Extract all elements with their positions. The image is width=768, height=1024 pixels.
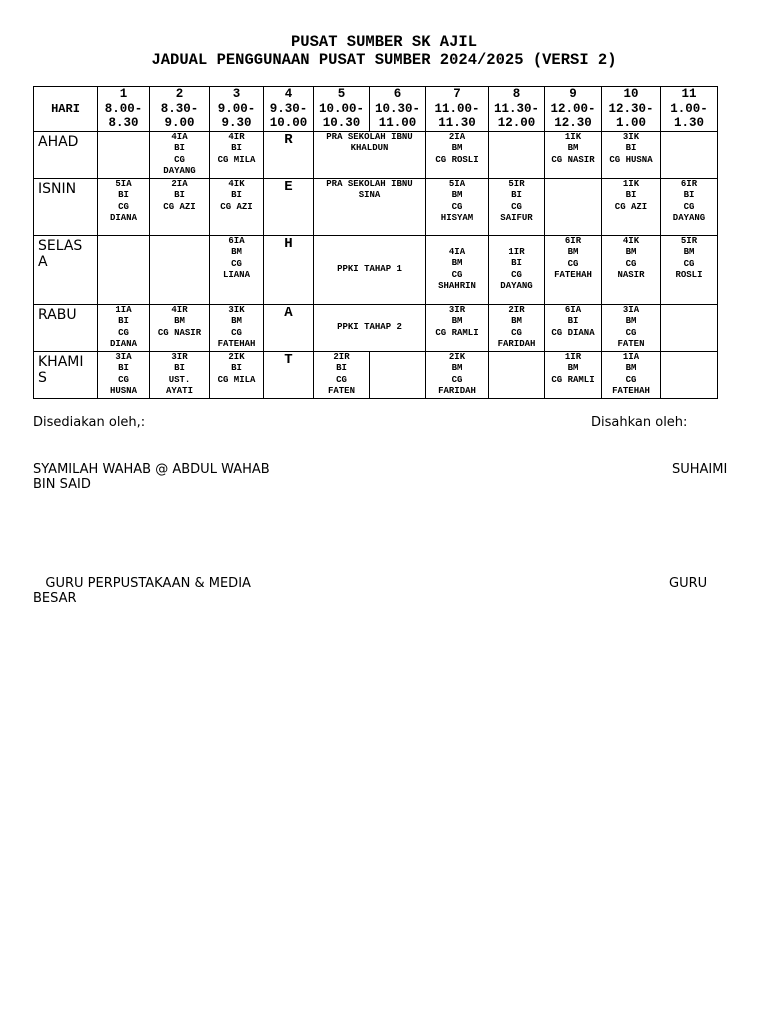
period-header: 4 9.30- 10.00: [264, 87, 314, 132]
period-header: 9 12.00- 12.30: [545, 87, 602, 132]
slot-cell: 2IR BM CG FARIDAH: [489, 304, 545, 351]
period-header: 11 1.00- 1.30: [661, 87, 718, 132]
slot-cell: 1IR BI CG DAYANG: [489, 235, 545, 304]
slot-cell: 4IA BM CG SHAHRIN: [426, 235, 489, 304]
table-row: [34, 235, 718, 304]
slot-cell: 1IK BM CG NASIR: [545, 131, 602, 178]
slot-cell: 6IA BM CG LIANA: [210, 235, 264, 304]
table-row: [34, 131, 718, 178]
slot-cell: [98, 235, 150, 304]
approved-by-role: GURU: [669, 576, 708, 591]
slot-cell: 2IK BI CG MILA: [210, 351, 264, 398]
table-row: [34, 351, 718, 398]
slot-cell: 4IA BI CG DAYANG: [150, 131, 210, 178]
period-header: 10 12.30- 1.00: [602, 87, 661, 132]
slot-cell: 5IR BI CG SAIFUR: [489, 178, 545, 235]
slot-cell: 3IK BI CG HUSNA: [602, 131, 661, 178]
day-cell: ISNIN: [34, 178, 98, 235]
rehat-cell: H: [264, 235, 314, 304]
slot-cell: 4IR BM CG NASIR: [150, 304, 210, 351]
slot-cell: 5IA BM CG HISYAM: [426, 178, 489, 235]
slot-cell: 5IA BI CG DIANA: [98, 178, 150, 235]
rehat-cell: A: [264, 304, 314, 351]
rehat-cell: T: [264, 351, 314, 398]
slot-cell: PRA SEKOLAH IBNU KHALDUN: [314, 131, 426, 178]
period-header: 3 9.00- 9.30: [210, 87, 264, 132]
timetable: [33, 86, 718, 399]
approved-by-name: SUHAIMI: [672, 462, 728, 477]
day-cell: RABU: [34, 304, 98, 351]
slot-cell: 4IK BM CG NASIR: [602, 235, 661, 304]
slot-cell: 2IA BI CG AZI: [150, 178, 210, 235]
slot-cell: [545, 178, 602, 235]
slot-cell: 3IR BM CG RAMLI: [426, 304, 489, 351]
table-row: [34, 304, 718, 351]
slot-cell: 4IR BI CG MILA: [210, 131, 264, 178]
slot-cell: 2IA BM CG ROSLI: [426, 131, 489, 178]
document-title: PUSAT SUMBER SK AJIL: [290, 33, 478, 51]
period-header: 5 10.00- 10.30: [314, 87, 370, 132]
prepared-by-role-cont: BESAR: [33, 591, 77, 606]
slot-cell: 6IR BM CG FATEHAH: [545, 235, 602, 304]
slot-cell: 3IR BI UST. AYATI: [150, 351, 210, 398]
slot-cell: 2IR BI CG FATEN: [314, 351, 370, 398]
slot-cell: 3IK BM CG FATEHAH: [210, 304, 264, 351]
period-header: 7 11.00- 11.30: [426, 87, 489, 132]
slot-cell: 2IK BM CG FARIDAH: [426, 351, 489, 398]
day-cell: KHAMI S: [34, 351, 98, 398]
slot-cell: [661, 131, 718, 178]
slot-cell: [661, 351, 718, 398]
slot-cell: [98, 131, 150, 178]
prepared-by-name-cont: BIN SAID: [33, 477, 91, 492]
slot-cell: 6IR BI CG DAYANG: [661, 178, 718, 235]
prepared-by-role: GURU PERPUSTAKAAN & MEDIA: [33, 576, 251, 591]
period-header: 1 8.00- 8.30: [98, 87, 150, 132]
period-header: 6 10.30- 11.00: [370, 87, 426, 132]
slot-cell: 3IA BM CG FATEN: [602, 304, 661, 351]
slot-cell: [661, 304, 718, 351]
slot-cell: 4IK BI CG AZI: [210, 178, 264, 235]
slot-cell: [489, 351, 545, 398]
slot-cell: 3IA BI CG HUSNA: [98, 351, 150, 398]
day-cell: SELAS A: [34, 235, 98, 304]
slot-cell: 1IA BM CG FATEHAH: [602, 351, 661, 398]
slot-cell: 6IA BI CG DIANA: [545, 304, 602, 351]
period-header: 2 8.30- 9.00: [150, 87, 210, 132]
slot-cell: PPKI TAHAP 1: [314, 235, 426, 304]
slot-cell: PRA SEKOLAH IBNU SINA: [314, 178, 426, 235]
slot-cell: PPKI TAHAP 2: [314, 304, 426, 351]
slot-cell: [489, 131, 545, 178]
slot-cell: [370, 351, 426, 398]
document-subtitle: JADUAL PENGGUNAAN PUSAT SUMBER 2024/2025 (VERSI 2): [151, 51, 617, 69]
prepared-by-name: SYAMILAH WAHAB @ ABDUL WAHAB: [33, 462, 270, 477]
slot-cell: 1IK BI CG AZI: [602, 178, 661, 235]
table-row: [34, 178, 718, 235]
approved-by-label: Disahkan oleh:: [591, 415, 688, 430]
rehat-cell: E: [264, 178, 314, 235]
rehat-cell: R: [264, 131, 314, 178]
prepared-by-label: Disediakan oleh,:: [33, 415, 146, 430]
hari-header: HARI: [34, 87, 98, 132]
slot-cell: 5IR BM CG ROSLI: [661, 235, 718, 304]
period-header: 8 11.30- 12.00: [489, 87, 545, 132]
timetable-header-row: [34, 87, 718, 132]
day-cell: AHAD: [34, 131, 98, 178]
slot-cell: 1IA BI CG DIANA: [98, 304, 150, 351]
slot-cell: [150, 235, 210, 304]
slot-cell: 1IR BM CG RAMLI: [545, 351, 602, 398]
